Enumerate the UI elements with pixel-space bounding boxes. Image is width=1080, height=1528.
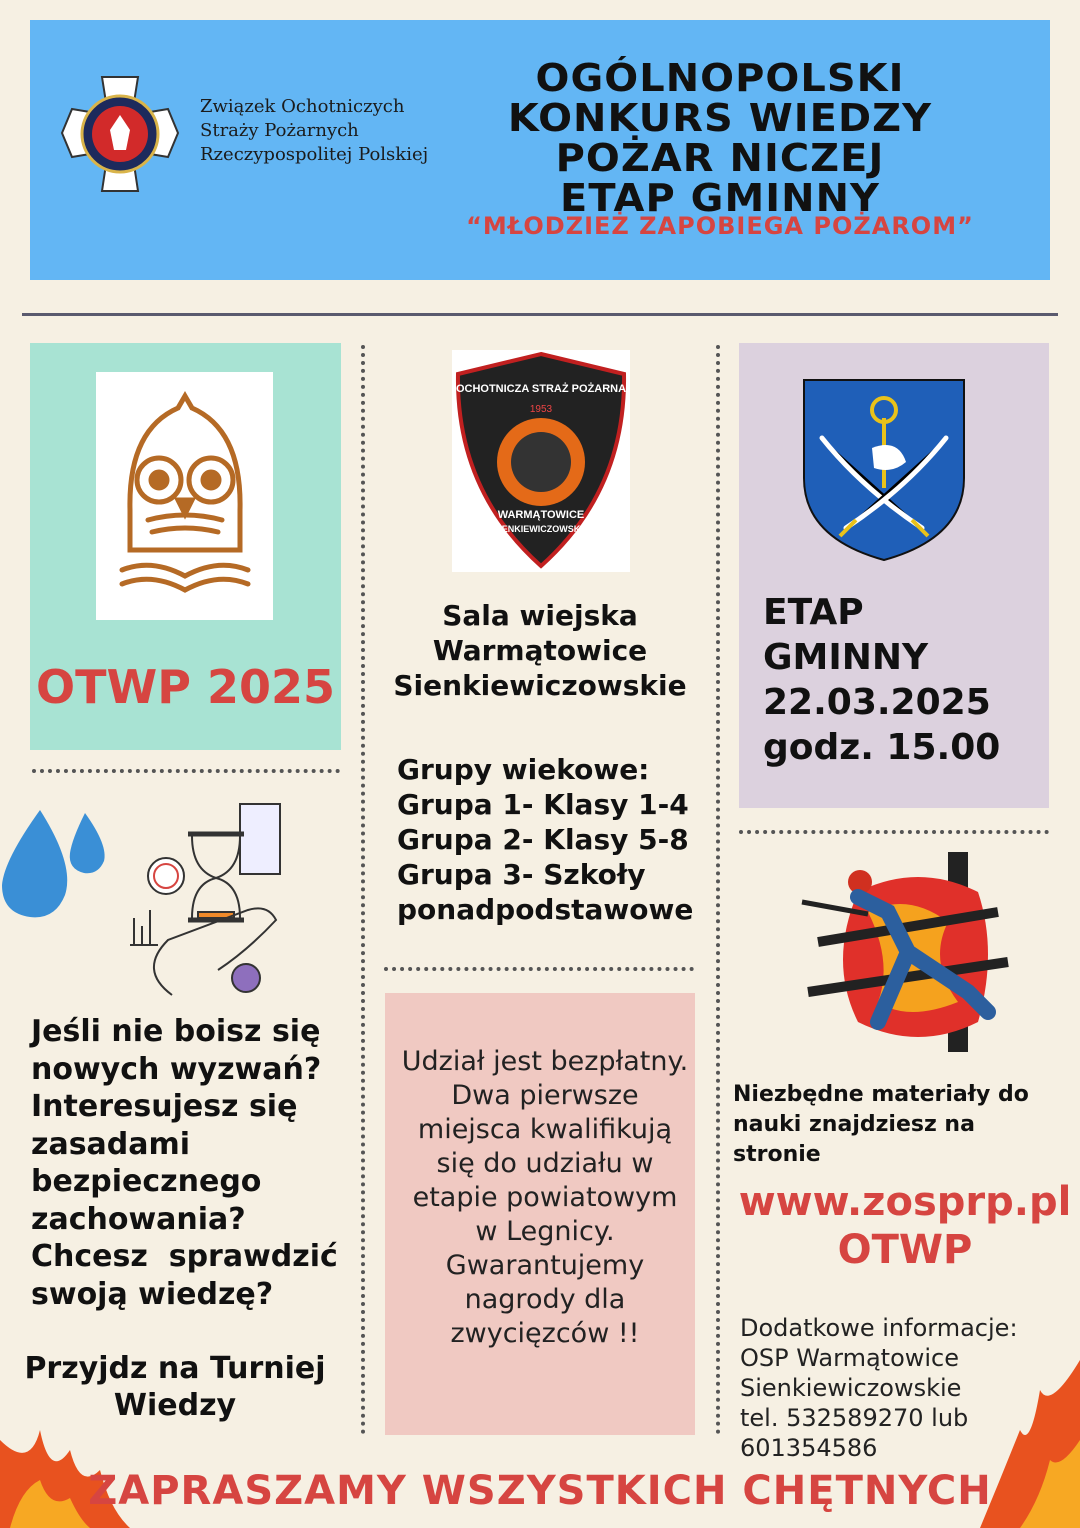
group-line: Grupa 3- Szkoły — [397, 858, 646, 891]
subtitle: “MŁODZIEŻ ZAPOBIEGA POŻAROM” — [466, 212, 974, 240]
group-line: ponadpodstawowe — [397, 893, 694, 926]
organization-name — [200, 95, 460, 167]
title-line: KONKURS WIEDZY — [507, 96, 933, 140]
page-title — [426, 58, 1014, 218]
info-line: się do udziału w — [436, 1148, 654, 1179]
venue — [380, 598, 700, 703]
materials-line: nauki znajdziesz na stronie — [733, 1112, 975, 1167]
contact-line: OSP Warmątowice — [740, 1344, 960, 1372]
age-groups — [397, 752, 717, 927]
venue-line: Sienkiewiczowskie — [393, 669, 687, 702]
question-line: nowych wyzwań? — [31, 1051, 322, 1087]
divider — [384, 967, 694, 971]
footer-invitation: ZAPRASZAMY WSZYSTKICH CHĘTNYCH — [88, 1468, 992, 1514]
info-line: Dwa pierwsze — [451, 1080, 639, 1111]
venue-line: Warmątowice — [432, 634, 648, 667]
divider — [739, 830, 1049, 834]
org-line: Straży Pożarnych — [200, 120, 359, 141]
event-time: godz. 15.00 — [763, 727, 1001, 768]
question-line: Jeśli nie boisz się — [31, 1014, 321, 1049]
osp-badge-icon — [452, 350, 630, 572]
question-line: zachowania? — [31, 1201, 246, 1237]
materials-text — [733, 1080, 1063, 1170]
website-section: OTWP — [837, 1227, 973, 1273]
info-line: nagrody dla — [464, 1284, 626, 1315]
title-line: POŻAR NICZEJ — [555, 136, 885, 180]
firefighter-icon — [798, 852, 1010, 1052]
question-line: Chcesz sprawdzić — [31, 1239, 338, 1274]
event-date — [763, 590, 1043, 770]
contact-line: 601354586 — [740, 1434, 878, 1462]
invite-line: Przyjdz na Turniej — [24, 1351, 326, 1386]
title-line: ETAP GMINNY — [560, 176, 880, 220]
materials-line: Niezbędne materiały do — [733, 1082, 1029, 1107]
info-line: etapie powiatowym — [412, 1182, 678, 1213]
divider — [22, 313, 1058, 316]
water-drops-icon — [0, 805, 110, 925]
etap-line: ETAP — [763, 592, 864, 633]
info-line: w Legnicy. — [475, 1216, 615, 1247]
website — [735, 1178, 1075, 1274]
question-line: zasadami — [31, 1126, 191, 1162]
badge-year: 1953 — [529, 404, 553, 415]
owl-book-icon — [112, 390, 258, 602]
badge-text-top: OCHOTNICZA STRAŻ POŻARNA — [455, 383, 627, 395]
contact-line: Dodatkowe informacje: — [740, 1314, 1018, 1342]
group-line: Grupa 1- Klasy 1-4 — [397, 788, 689, 821]
coat-of-arms-icon — [802, 378, 966, 562]
divider — [361, 345, 365, 1435]
info-line: Gwarantujemy — [445, 1250, 645, 1281]
org-line: Związek Ochotniczych — [200, 96, 405, 117]
invite-line: Wiedzy — [113, 1388, 237, 1423]
event-date-value: 22.03.2025 — [763, 682, 991, 723]
question-line: Interesujesz się — [31, 1089, 298, 1124]
website-link[interactable]: www.zosprp.pl — [738, 1179, 1072, 1225]
info-line: miejsca kwalifikują — [417, 1114, 673, 1145]
info-line: zwycięzców !! — [450, 1318, 640, 1349]
title-line: OGÓLNOPOLSKI — [535, 56, 905, 100]
left-question-text — [31, 1013, 341, 1313]
venue-line: Sala wiejska — [442, 599, 638, 632]
hourglass-hand-icon — [128, 800, 288, 998]
divider — [32, 769, 340, 773]
zosp-rp-emblem-icon — [60, 75, 180, 193]
contact-line: Sienkiewiczowskie — [740, 1374, 962, 1402]
org-line: Rzeczypospolitej Polskiej — [200, 144, 429, 165]
question-line: bezpiecznego — [31, 1164, 262, 1199]
groups-title: Grupy wiekowe: — [397, 753, 650, 786]
question-line: swoją wiedzę? — [31, 1276, 274, 1312]
group-line: Grupa 2- Klasy 5-8 — [397, 823, 689, 856]
badge-text-bottom: WARMĄTOWICE — [497, 509, 585, 521]
otwp-label: OTWP 2025 — [36, 660, 335, 714]
info-line: Udział jest bezpłatny. — [401, 1046, 689, 1077]
contact-line: tel. 532589270 lub — [740, 1404, 969, 1432]
info-text — [395, 1045, 695, 1351]
badge-text-bottom: SIENKIEWICZOWSKIE — [493, 524, 589, 534]
etap-line: GMINNY — [763, 637, 929, 678]
